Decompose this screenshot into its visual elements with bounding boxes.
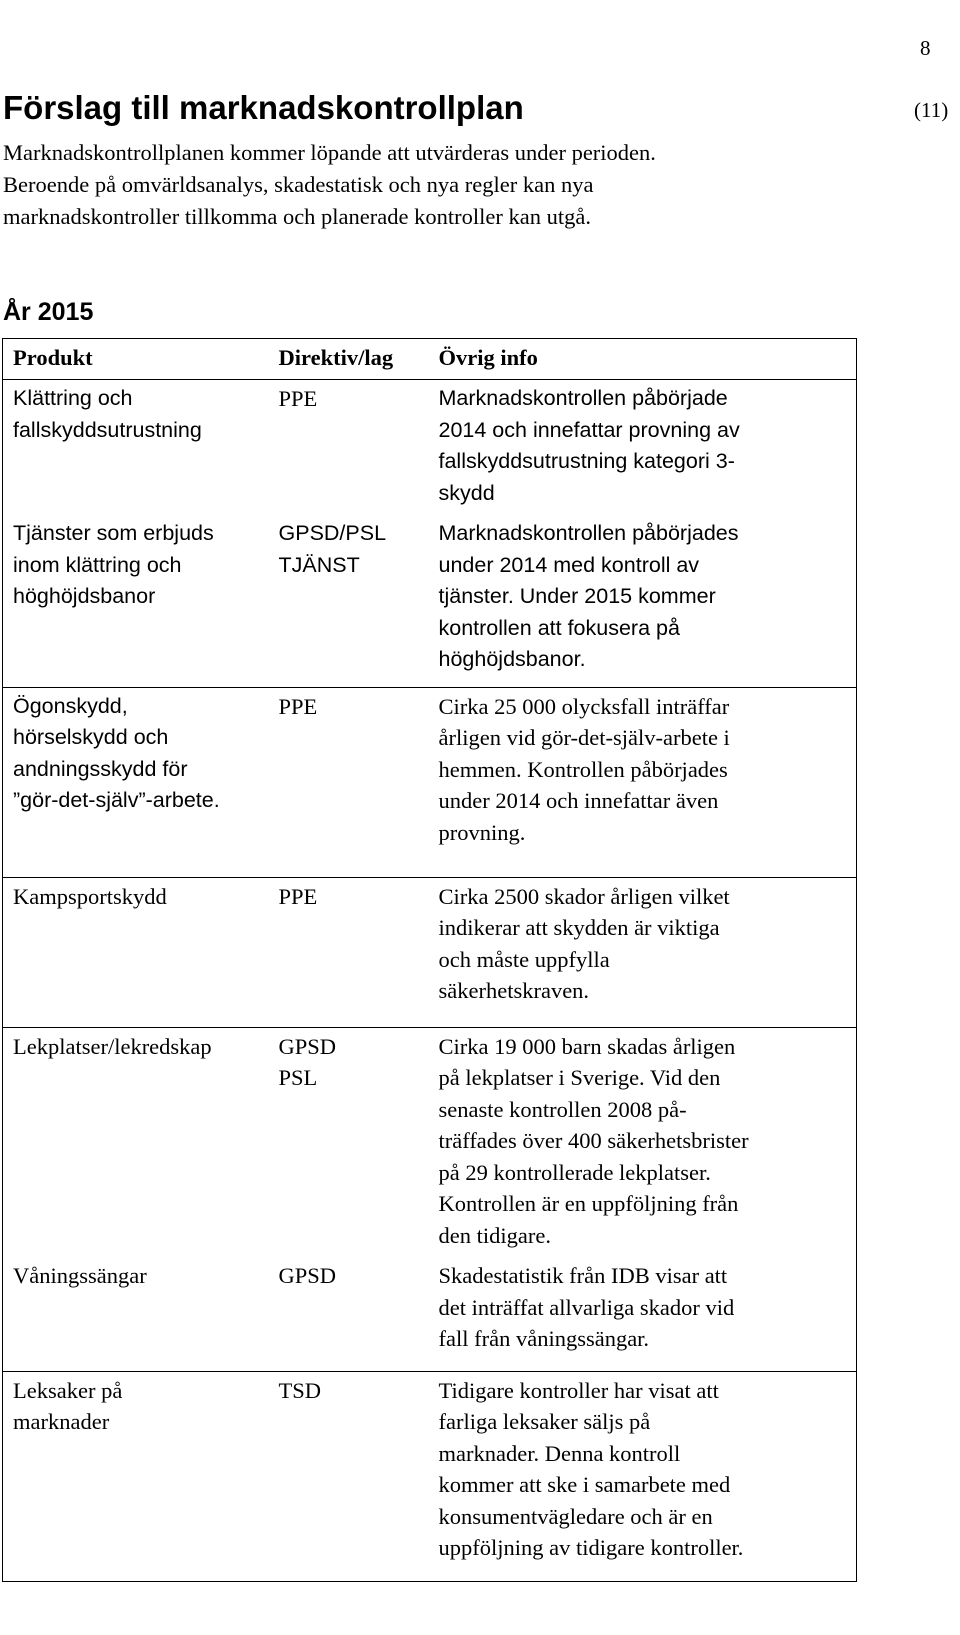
cell-product: Ögonskydd, hörselskydd och andningsskydd för ”gör-det-själv”-arbete. (3, 687, 269, 877)
intro-paragraph (3, 137, 903, 233)
cell-info: Cirka 25 000 olycksfall inträffar årligen vid gör-det-själv-arbete i hemmen. Kontrollen påbörjades under 2014 och innefattar även provning. (429, 687, 857, 877)
cell-info: Cirka 2500 skador årligen vilket indikerar att skydden är viktiga och måste uppfylla säkerhetskraven. (429, 877, 857, 1027)
cell-info: Skadestatistik från IDB visar att det inträffat allvarliga skador vid fall från våningssängar. (429, 1257, 857, 1371)
cell-product: Tjänster som erbjuds inom klättring och höghöjdsbanor (3, 515, 269, 687)
year-heading: År 2015 (3, 298, 94, 326)
intro-line: Marknadskontrollplanen kommer löpande att utvärderas under perioden. (3, 140, 656, 165)
table-row (3, 380, 857, 516)
cell-product: Klättring och fallskyddsutrustning (3, 380, 269, 516)
table-row (3, 1027, 857, 1257)
table-row (3, 687, 857, 877)
cell-directive: PPE (269, 687, 429, 877)
page-title: Förslag till marknadskontrollplan (3, 89, 524, 126)
table-row (3, 1257, 857, 1371)
header-product: Produkt (3, 339, 269, 380)
cell-directive: TSD (269, 1371, 429, 1581)
intro-line: Beroende på omvärldsanalys, skadestatisk och nya regler kan nya (3, 172, 594, 197)
table-row (3, 877, 857, 1027)
intro-line: marknadskontroller tillkomma och planerade kontroller kan utgå. (3, 204, 591, 229)
table-header-row (3, 339, 857, 380)
page-number (914, 2, 960, 157)
cell-directive: GPSD/PSL TJÄNST (269, 515, 429, 687)
page-number-current: 8 (920, 36, 931, 60)
cell-directive: GPSD PSL (278, 1033, 337, 1090)
cell-directive: PPE (269, 877, 429, 1027)
cell-product: Leksaker på marknader (3, 1371, 269, 1581)
cell-info: Tidigare kontroller har visat att farliga leksaker säljs på marknader. Denna kontroll kommer att ske i samarbete med konsumentvägledare och är en uppföljning av tidigare kontroller. (429, 1371, 857, 1581)
cell-info: Marknadskontrollen påbörjades under 2014 med kontroll av tjänster. Under 2015 kommer kontrollen att fokusera på höghöjdsbanor. (429, 515, 857, 687)
cell-directive: GPSD (269, 1257, 429, 1371)
page-number-total: (11) (914, 98, 949, 122)
cell-directive: PPE (278, 386, 318, 411)
cell-info: Cirka 19 000 barn skadas årligen på lekplatser i Sverige. Vid den senaste kontrollen 2008 på- träffades över 400 säkerhetsbrister på 29 kontrollerade lekplatser. Kontrollen är en uppföljning från den tidigare. (429, 1027, 857, 1257)
market-control-plan-table (2, 338, 857, 1582)
cell-product: Lekplatser/lekredskap (3, 1027, 269, 1257)
table-row (3, 515, 857, 687)
cell-product: Våningssängar (3, 1257, 269, 1371)
header-info: Övrig info (429, 339, 857, 380)
cell-product: Kampsportskydd (3, 877, 269, 1027)
table-row (3, 1371, 857, 1581)
header-directive: Direktiv/lag (269, 339, 429, 380)
cell-info: Marknadskontrollen påbörjade 2014 och innefattar provning av fallskyddsutrustning kategori 3- skydd (429, 380, 857, 516)
